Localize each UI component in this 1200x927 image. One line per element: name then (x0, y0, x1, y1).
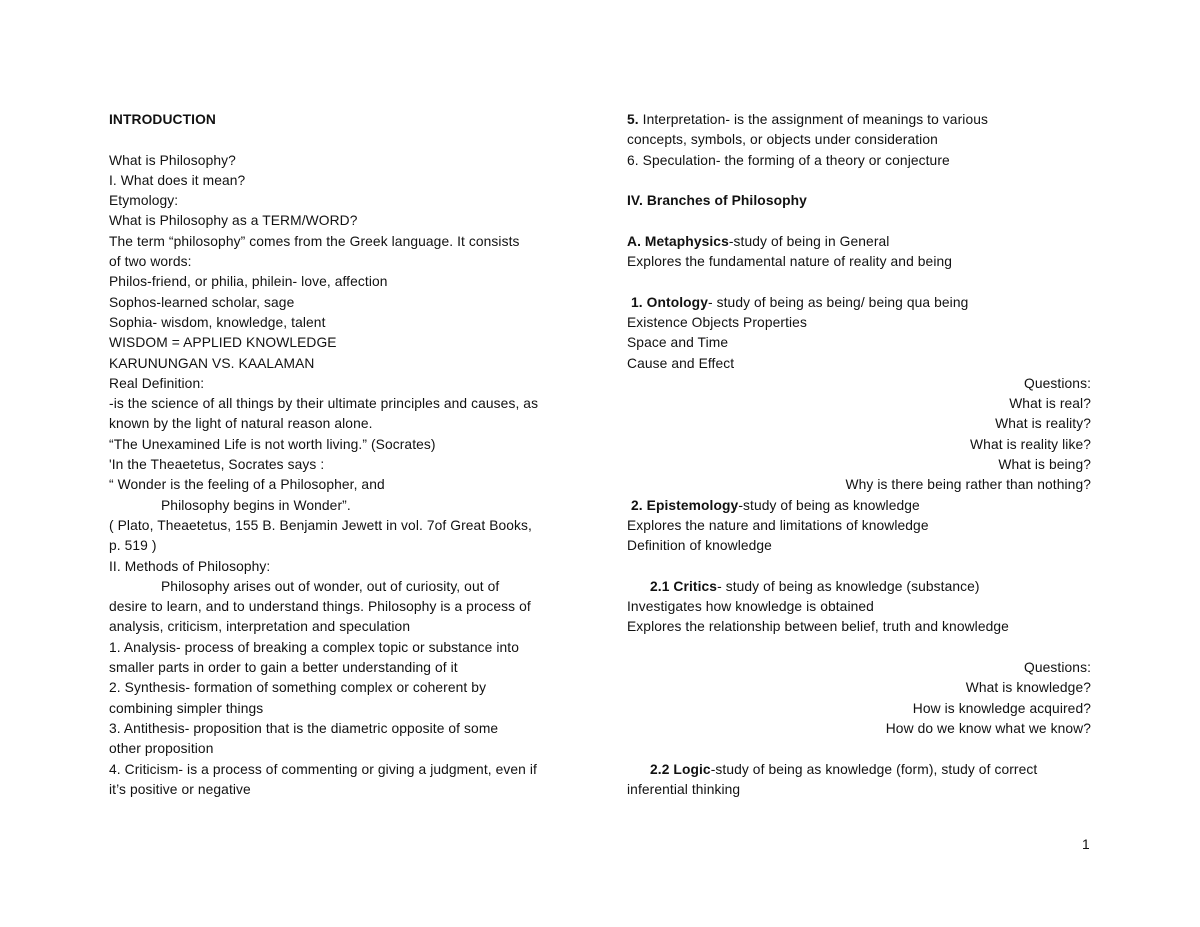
question-item: What is knowledge? (965, 680, 1091, 696)
page-number: 1 (1082, 837, 1090, 852)
blank-line (109, 130, 589, 150)
text-line: Definition of knowledge (627, 538, 772, 554)
text-line: “ Wonder is the feeling of a Philosopher, and (109, 477, 385, 493)
question-item: What is being? (998, 457, 1091, 473)
text-line: Philosophy begins in Wonder”. (161, 497, 351, 513)
question-item: What is real? (1009, 396, 1091, 412)
question-item: What is reality like? (970, 436, 1091, 452)
text-line: Investigates how knowledge is obtained (627, 599, 874, 615)
text-line: Philosophy arises out of wonder, out of curiosity, out of (161, 578, 500, 594)
term-text: -study of being as knowledge (form), study of correct (710, 761, 1038, 777)
text-line: Explores the fundamental nature of reality and being (627, 254, 953, 270)
blank-line (627, 171, 1091, 191)
text-line (627, 577, 1091, 597)
right-column (627, 110, 1091, 800)
item-text: Interpretation- is the assignment of meanings to various (638, 112, 988, 127)
text-line (627, 760, 1091, 780)
text-line: 1. Analysis- process of breaking a complex topic or substance into (109, 639, 519, 655)
term-label: A. Metaphysics (627, 233, 729, 249)
question-item: How do we know what we know? (885, 720, 1091, 736)
text-line: smaller parts in order to gain a better understanding of it (109, 660, 458, 676)
text-line (627, 293, 1091, 313)
text-line: 6. Speculation- the forming of a theory or conjecture (627, 152, 950, 168)
text-line: 3. Antithesis- proposition that is the diametric opposite of some (109, 720, 499, 736)
text-line: Sophia- wisdom, knowledge, talent (109, 314, 326, 330)
text-line: Philos-friend, or philia, philein- love, affection (109, 274, 388, 290)
term-label: 1. Ontology (631, 294, 708, 310)
text-line: Real Definition: (109, 375, 205, 391)
text-line: What is Philosophy as a TERM/WORD? (109, 213, 358, 229)
term-text: - study of being as knowledge (substance) (717, 578, 980, 594)
question-item: What is reality? (995, 416, 1091, 432)
blank-line (627, 557, 1091, 577)
text-line: concepts, symbols, or objects under consideration (627, 132, 938, 148)
text-line: inferential thinking (627, 781, 741, 797)
section-heading: IV. Branches of Philosophy (627, 193, 807, 209)
blank-line (627, 638, 1091, 658)
question-item: How is knowledge acquired? (912, 700, 1091, 716)
text-line: Explores the relationship between belief, truth and knowledge (627, 619, 1009, 635)
text-line: 4. Criticism- is a process of commenting or giving a judgment, even if (109, 761, 537, 777)
text-line: ( Plato, Theaetetus, 155 B. Benjamin Jewett in vol. 7of Great Books, (109, 517, 532, 533)
text-line: 'In the Theaetetus, Socrates says : (109, 457, 325, 473)
question-item: Why is there being rather than nothing? (845, 477, 1091, 493)
text-line: p. 519 ) (109, 538, 157, 554)
text-line: II. Methods of Philosophy: (109, 558, 271, 574)
text-line: 2. Synthesis- formation of something complex or coherent by (109, 680, 487, 696)
text-line: other proposition (109, 741, 214, 757)
text-line: KARUNUNGAN VS. KAALAMAN (109, 355, 315, 371)
text-line: Explores the nature and limitations of knowledge (627, 517, 929, 533)
term-text: -study of being in General (728, 233, 890, 249)
text-line: combining simpler things (109, 700, 264, 716)
text-line: desire to learn, and to understand things. Philosophy is a process of (109, 599, 531, 615)
text-line (627, 496, 1091, 516)
text-line: Cause and Effect (627, 355, 735, 371)
text-line: of two words: (109, 254, 192, 270)
text-line: “The Unexamined Life is not worth living.” (Socrates) (109, 436, 436, 452)
text-line: it’s positive or negative (109, 781, 251, 797)
questions-title: Questions: (1024, 375, 1091, 391)
text-line: I. What does it mean? (109, 172, 246, 188)
term-text: - study of being as being/ being qua being (707, 294, 969, 310)
text-line (627, 232, 1091, 252)
blank-line (627, 272, 1091, 292)
questions-title: Questions: (1024, 660, 1091, 676)
term-label: 2. Epistemology (631, 497, 739, 513)
text-line: What is Philosophy? (109, 152, 236, 168)
section-heading: INTRODUCTION (109, 112, 216, 127)
text-line: The term “philosophy” comes from the Greek language. It consists (109, 233, 520, 249)
text-line: Etymology: (109, 193, 179, 209)
text-line (627, 110, 1091, 130)
term-text: -study of being as knowledge (738, 497, 920, 513)
text-line: -is the science of all things by their ultimate principles and causes, as (109, 396, 539, 412)
text-line: Space and Time (627, 335, 729, 351)
text-line: Existence Objects Properties (627, 314, 807, 330)
blank-line (627, 739, 1091, 759)
text-line: analysis, criticism, interpretation and speculation (109, 619, 411, 635)
term-label: 2.2 Logic (650, 761, 711, 777)
item-number: 5. (627, 112, 639, 127)
term-label: 2.1 Critics (650, 578, 718, 594)
blank-line (627, 211, 1091, 231)
text-line: known by the light of natural reason alone. (109, 416, 373, 432)
text-line: Sophos-learned scholar, sage (109, 294, 295, 310)
left-column (109, 110, 589, 800)
text-line: WISDOM = APPLIED KNOWLEDGE (109, 335, 337, 351)
